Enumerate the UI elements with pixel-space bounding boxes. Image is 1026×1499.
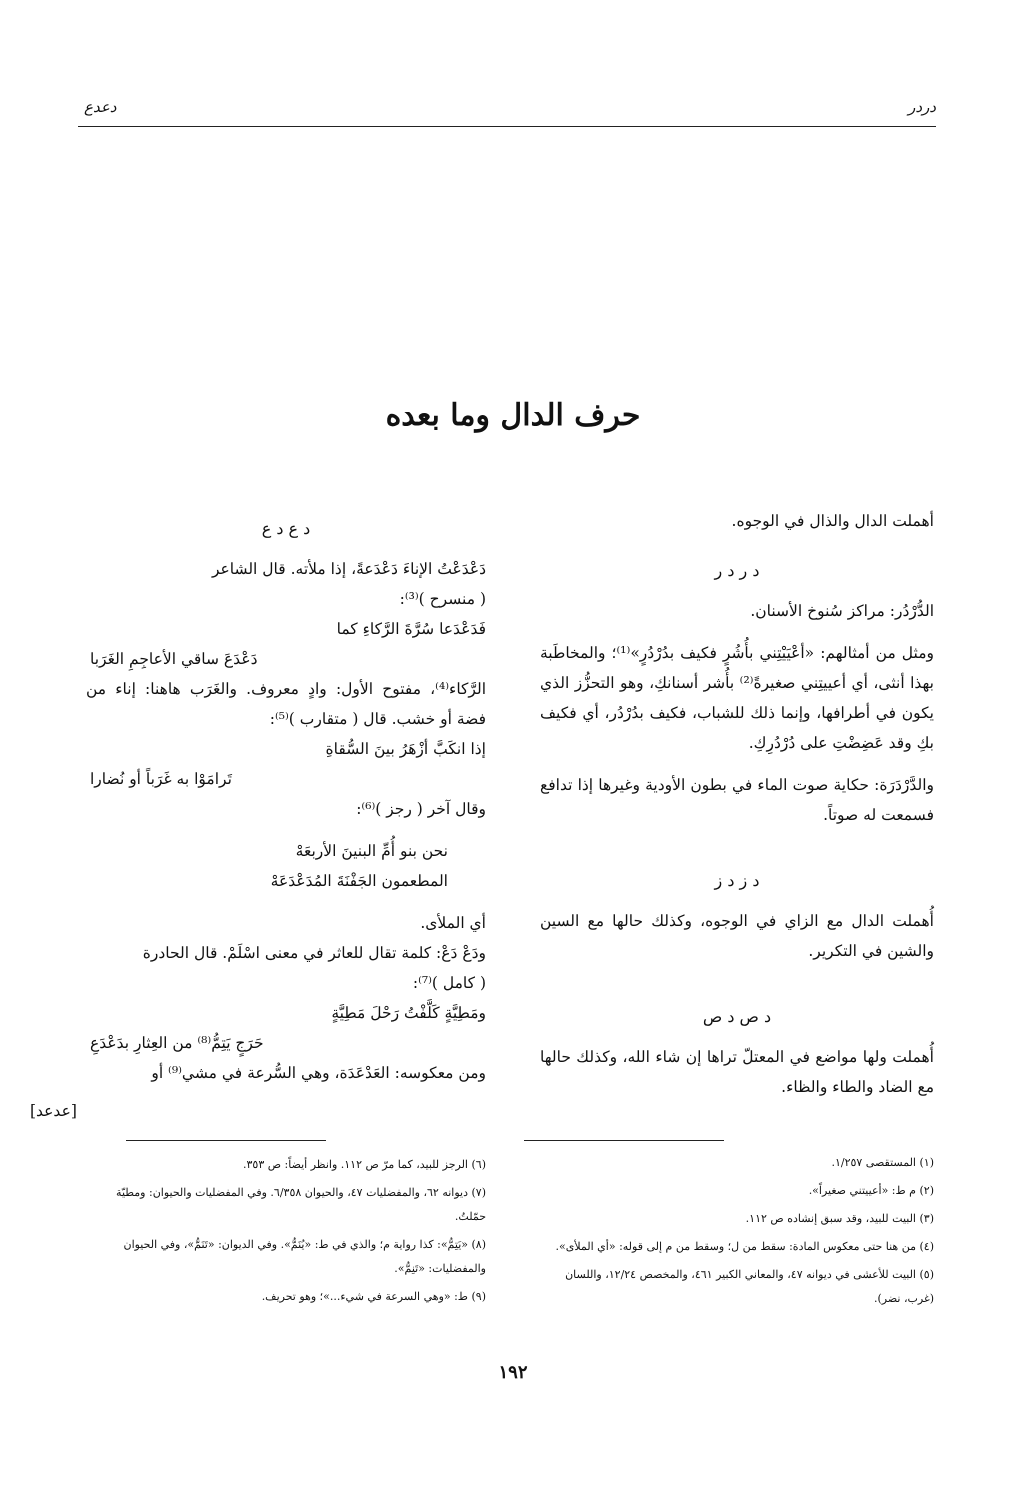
footnotes-left [86, 1140, 486, 1313]
running-head-right: دردر [908, 98, 936, 116]
meter-label-4: ( كامل )⁽⁷⁾: [412, 974, 486, 992]
entry-dada-p1: دَعْدَعْتُ الإناءَ دَعْدَعةً، إذا ملأته. قال الشاعر [211, 560, 486, 578]
entry-drdr-proverb: ومثل من أمثالهم: «أعْيَيْتِني بأُشُرٍ فكيف بدُرْدُرٍ»⁽¹⁾؛ والمخاطَبة بهذا أنثى، أي أعييتِني صغيرةً⁽²⁾ بأُشر أسنانكِ، وهو التحزُّز الذي يكون في أطرافها، وإنما ذلك للشباب، فكيف بدُرْدُر، أي فكيف بكِ وقد عَضِضْتِ على دُرْدُرِكِ. [540, 644, 934, 752]
verse-line: نحن بنو أُمِّ البنينَ الأربعَهْ [295, 842, 448, 860]
footnotes-right [540, 1140, 934, 1315]
entry-dada-p4: أي الملأى. [420, 914, 486, 932]
verse-line: إذا انكَبَّ أزْهَرُ بينَ السُّقاةِ [325, 740, 486, 758]
footnote-rule [126, 1140, 326, 1141]
verse-line: حَرَجٍ يَتِمُّ⁽⁸⁾ من العِثارِ بدَعْدَعِ [90, 1034, 264, 1052]
entry-drdr-definition: الدُّرْدُر: مراكز سُنوخ الأسنان. [750, 602, 934, 620]
running-head [78, 96, 936, 127]
footnote: (٥) البيت للأعشى في ديوانه ٤٧، والمعاني الكبير ٤٦١، والمخصص ١٢/٢٤، واللسان (غرب، نضر). [565, 1268, 934, 1305]
verse-line: المطعمون الجَفْنَةَ المُدَعْدَعَهْ [270, 872, 448, 890]
running-head-left: دعدع [84, 98, 117, 116]
next-entry-bracket: [عدعد] [30, 1102, 77, 1120]
intro-paragraph: أهملت الدال والذال في الوجوه. [731, 512, 934, 530]
footnote: (٣) البيت للبيد، وقد سبق إنشاده ص ١١٢. [745, 1212, 934, 1225]
entry-dada-p5: ودَعْ دَعْ: كلمة تقال للعاثر في معنى اسْلَمْ. قال الحادرة [142, 944, 486, 962]
footnote: (٨) «يَتِمُّ»: كذا رواية م؛ والذي في ط: «يُنَمُّ». وفي الديوان: «تَنَمُّ»، وفي الحيوان والمفضليات: «تَنِمُّ». [123, 1238, 486, 1275]
footnote: (٤) من هنا حتى معكوس المادة: سقط من ل؛ وسقط من م إلى قوله: «أي الملأى». [555, 1240, 934, 1253]
chapter-title: حرف الدال وما بعده [385, 398, 641, 433]
footnote: (٦) الرجز للبيد، كما مرّ ص ١١٢. وانظر أيضاً: ص ٣٥٣. [243, 1158, 486, 1171]
entry-dzdz-text: أُهملت الدال مع الزاي في الوجوه، وكذلك حالها مع السين والشين في التكرير. [540, 912, 934, 960]
verse-line: دَعْدَعَ ساقي الأعاجِمِ الغَرَبا [90, 650, 258, 668]
entry-head-dsds: د ص د ص [702, 1007, 772, 1026]
footnote: (١) المستقصى ١/٢٥٧. [831, 1156, 934, 1169]
verse-line: فَدَعْدَعا سُرَّةَ الرَّكاءِ كما [336, 620, 486, 638]
entry-head-dzdz: د ز د ز [714, 871, 760, 890]
left-column [86, 506, 486, 1088]
entry-dada-p6: ومن معكوسه: العَدْعَدَة، وهي السُّرعة في مشي⁽⁹⁾ أو [151, 1064, 486, 1082]
verse-line: تَرامَوْا به غَرَباً أو نُضارا [90, 770, 232, 788]
footnote: (٩) ط: «وهي السرعة في شيء...»؛ وهو تحريف. [261, 1290, 486, 1303]
footnote: (٢) م ط: «أعييتني صغيراً». [808, 1184, 934, 1197]
entry-dada-p2: الرَّكاء⁽⁴⁾، مفتوح الأول: وادٍ معروف. والغَرَب هاهنا: إناء من فضة أو خشب. قال ( متقارب )⁽⁵⁾: [86, 680, 486, 728]
right-column [540, 506, 934, 1102]
entry-dsds-text: أُهملت ولها مواضع في المعتلّ تراها إن شاء الله، وكذلك حالها مع الضاد والطاء والظاء. [540, 1048, 934, 1096]
entry-dada-p3: وقال آخر ( رجز )⁽⁶⁾: [356, 800, 486, 818]
entry-head-drdr: د ر د ر [714, 561, 760, 580]
meter-label-1: ( منسرح )⁽³⁾: [399, 590, 486, 608]
entry-head-dada: د ع د ع [261, 519, 311, 538]
entry-drdr-sound: والدَّرْدَرَة: حكاية صوت الماء في بطون الأودية وغيرها إذا تدافع فسمعت له صوتاً. [540, 776, 934, 824]
page-number: ١٩٢ [498, 1362, 528, 1383]
verse-line: ومَطِيَّةٍ كَلَّفْتُ رَحْلَ مَطِيَّةٍ [331, 1004, 486, 1022]
footnote: (٧) ديوانه ٦٢، والمفضليات ٤٧، والحيوان ٦/٣٥٨. وفي المفضليات والحيوان: ومطيّة حمّلتُ. [116, 1186, 486, 1223]
